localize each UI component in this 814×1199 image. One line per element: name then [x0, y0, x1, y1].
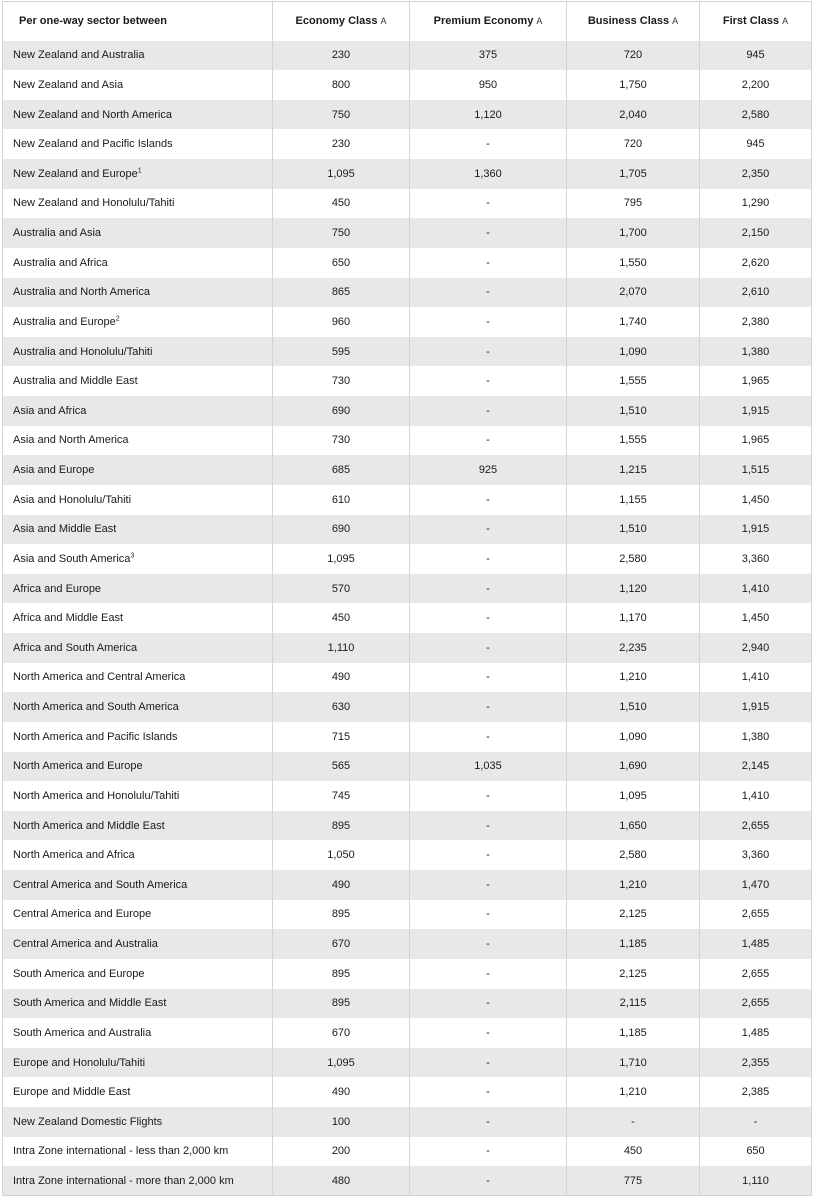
- first-cell: 2,380: [700, 307, 812, 337]
- business-cell: 1,740: [567, 307, 700, 337]
- premium-economy-cell: -: [410, 840, 567, 870]
- first-cell: 1,965: [700, 426, 812, 456]
- first-cell: 1,915: [700, 515, 812, 545]
- currency-symbol: A: [380, 16, 387, 27]
- first-cell: 1,450: [700, 603, 812, 633]
- sector-label: South America and Middle East: [13, 997, 167, 1010]
- economy-cell: 895: [273, 959, 410, 989]
- business-cell: 1,090: [567, 722, 700, 752]
- first-cell: 2,350: [700, 159, 812, 189]
- table-row: [3, 307, 812, 337]
- business-cell: -: [567, 1107, 700, 1137]
- business-cell: 1,155: [567, 485, 700, 515]
- business-cell: 2,125: [567, 959, 700, 989]
- business-cell: 1,510: [567, 515, 700, 545]
- economy-cell: 200: [273, 1137, 410, 1167]
- sector-label: New Zealand and Asia: [13, 78, 124, 91]
- sector-label: North America and South America: [13, 701, 179, 714]
- table-row: [3, 1137, 812, 1167]
- business-cell: 2,580: [567, 544, 700, 574]
- sector-cell: [3, 900, 273, 930]
- sector-label: Central America and Europe: [13, 908, 152, 921]
- first-cell: 2,150: [700, 218, 812, 248]
- premium-economy-cell: -: [410, 1077, 567, 1107]
- premium-economy-cell: -: [410, 515, 567, 545]
- economy-cell: 490: [273, 1077, 410, 1107]
- fare-table: [2, 1, 812, 1196]
- first-cell: 650: [700, 1137, 812, 1167]
- premium-economy-cell: 925: [410, 455, 567, 485]
- sector-cell: [3, 70, 273, 100]
- first-cell: 2,655: [700, 989, 812, 1019]
- first-cell: 2,655: [700, 811, 812, 841]
- sector-cell: [3, 396, 273, 426]
- economy-cell: 685: [273, 455, 410, 485]
- table-row: [3, 840, 812, 870]
- business-cell: 1,185: [567, 929, 700, 959]
- sector-cell: [3, 1107, 273, 1137]
- business-cell: 1,550: [567, 248, 700, 278]
- economy-cell: 1,110: [273, 633, 410, 663]
- economy-cell: 230: [273, 41, 410, 71]
- economy-cell: 1,095: [273, 1048, 410, 1078]
- first-cell: 945: [700, 129, 812, 159]
- sector-label: South America and Europe: [13, 967, 145, 980]
- business-cell: 1,710: [567, 1048, 700, 1078]
- sector-label: New Zealand and Pacific Islands: [13, 138, 173, 151]
- table-row: [3, 278, 812, 308]
- table-row: [3, 515, 812, 545]
- currency-symbol: A: [782, 16, 789, 27]
- sector-cell: [3, 692, 273, 722]
- premium-economy-cell: -: [410, 722, 567, 752]
- business-cell: 2,580: [567, 840, 700, 870]
- first-cell: 2,940: [700, 633, 812, 663]
- sector-cell: [3, 366, 273, 396]
- sector-label: New Zealand and Australia: [13, 49, 145, 62]
- sector-label: North America and Honolulu/Tahiti: [13, 789, 180, 802]
- first-cell: 945: [700, 41, 812, 71]
- economy-cell: 1,050: [273, 840, 410, 870]
- sector-label: Europe and Honolulu/Tahiti: [13, 1056, 146, 1069]
- economy-cell: 100: [273, 1107, 410, 1137]
- sector-cell: [3, 248, 273, 278]
- table-row: [3, 1107, 812, 1137]
- table-row: [3, 870, 812, 900]
- sector-cell: [3, 1137, 273, 1167]
- first-cell: 3,360: [700, 544, 812, 574]
- economy-cell: 565: [273, 752, 410, 782]
- premium-economy-cell: -: [410, 485, 567, 515]
- first-cell: 2,610: [700, 278, 812, 308]
- table-row: [3, 1166, 812, 1196]
- sector-label: Asia and South America: [13, 552, 131, 565]
- sector-cell: [3, 337, 273, 367]
- sector-cell: [3, 752, 273, 782]
- sector-label: Central America and South America: [13, 878, 188, 891]
- economy-cell: 715: [273, 722, 410, 752]
- first-cell: 2,145: [700, 752, 812, 782]
- sector-cell: [3, 278, 273, 308]
- economy-cell: 570: [273, 574, 410, 604]
- economy-cell: 670: [273, 929, 410, 959]
- premium-economy-cell: 1,360: [410, 159, 567, 189]
- table-row: [3, 1077, 812, 1107]
- sector-cell: [3, 929, 273, 959]
- table-row: [3, 544, 812, 574]
- sector-cell: [3, 189, 273, 219]
- table-row: [3, 337, 812, 367]
- sector-cell: [3, 603, 273, 633]
- sector-label: Australia and Honolulu/Tahiti: [13, 345, 153, 358]
- sector-label: Australia and Asia: [13, 227, 102, 240]
- sector-cell: [3, 426, 273, 456]
- sector-label: Africa and Middle East: [13, 612, 124, 625]
- table-body: [3, 41, 812, 1196]
- business-cell: 1,120: [567, 574, 700, 604]
- first-cell: 1,450: [700, 485, 812, 515]
- premium-economy-cell: 1,035: [410, 752, 567, 782]
- first-cell: 1,410: [700, 663, 812, 693]
- sector-cell: [3, 722, 273, 752]
- sector-label: New Zealand and Europe: [13, 167, 138, 180]
- premium-economy-cell: -: [410, 129, 567, 159]
- premium-economy-cell: -: [410, 929, 567, 959]
- sector-label: Asia and Europe: [13, 464, 95, 477]
- sector-label: Asia and Africa: [13, 404, 87, 417]
- economy-cell: 230: [273, 129, 410, 159]
- economy-cell: 1,095: [273, 159, 410, 189]
- table-row: [3, 900, 812, 930]
- premium-economy-cell: -: [410, 574, 567, 604]
- first-cell: 2,620: [700, 248, 812, 278]
- sector-cell: [3, 633, 273, 663]
- economy-cell: 750: [273, 100, 410, 130]
- first-cell: 1,470: [700, 870, 812, 900]
- table-row: [3, 603, 812, 633]
- first-cell: 2,385: [700, 1077, 812, 1107]
- sector-cell: [3, 1166, 273, 1196]
- business-cell: 2,235: [567, 633, 700, 663]
- business-cell: 2,070: [567, 278, 700, 308]
- premium-economy-cell: -: [410, 781, 567, 811]
- sector-cell: [3, 870, 273, 900]
- sector-cell: [3, 663, 273, 693]
- premium-economy-cell: -: [410, 663, 567, 693]
- table-row: [3, 633, 812, 663]
- sector-label: New Zealand and North America: [13, 108, 172, 121]
- economy-cell: 690: [273, 515, 410, 545]
- table-row: [3, 396, 812, 426]
- economy-cell: 745: [273, 781, 410, 811]
- sector-cell: [3, 840, 273, 870]
- sector-label: Intra Zone international - more than 2,000 km: [13, 1174, 234, 1187]
- first-cell: 1,410: [700, 781, 812, 811]
- first-cell: 1,515: [700, 455, 812, 485]
- first-cell: 2,200: [700, 70, 812, 100]
- business-cell: 1,215: [567, 455, 700, 485]
- premium-economy-cell: -: [410, 1107, 567, 1137]
- sector-label: New Zealand and Honolulu/Tahiti: [13, 197, 175, 210]
- table-row: [3, 989, 812, 1019]
- sector-label: Asia and Middle East: [13, 523, 117, 536]
- premium-economy-cell: -: [410, 959, 567, 989]
- sector-cell: [3, 1048, 273, 1078]
- business-cell: 1,650: [567, 811, 700, 841]
- economy-cell: 480: [273, 1166, 410, 1196]
- premium-economy-cell: 375: [410, 41, 567, 71]
- table-row: [3, 41, 812, 71]
- sector-cell: [3, 1018, 273, 1048]
- sector-cell: [3, 515, 273, 545]
- header-label: Per one-way sector between: [19, 15, 167, 28]
- economy-cell: 1,095: [273, 544, 410, 574]
- first-cell: 1,915: [700, 692, 812, 722]
- first-cell: 1,965: [700, 366, 812, 396]
- economy-cell: 610: [273, 485, 410, 515]
- first-cell: 1,485: [700, 1018, 812, 1048]
- premium-economy-cell: -: [410, 633, 567, 663]
- business-cell: 1,090: [567, 337, 700, 367]
- first-cell: 2,580: [700, 100, 812, 130]
- first-cell: 1,380: [700, 722, 812, 752]
- sector-label: Australia and Europe: [13, 315, 116, 328]
- footnote-marker: 3: [130, 552, 135, 560]
- first-cell: 1,485: [700, 929, 812, 959]
- business-cell: 1,210: [567, 663, 700, 693]
- business-cell: 1,555: [567, 366, 700, 396]
- sector-cell: [3, 959, 273, 989]
- footnote-marker: 2: [115, 315, 120, 323]
- economy-cell: 595: [273, 337, 410, 367]
- first-cell: 2,655: [700, 959, 812, 989]
- sector-cell: [3, 485, 273, 515]
- first-cell: 1,410: [700, 574, 812, 604]
- fare-table-container: [2, 1, 811, 1196]
- header-economy: [273, 2, 410, 41]
- sector-label: Africa and South America: [13, 641, 138, 654]
- table-row: [3, 455, 812, 485]
- business-cell: 1,510: [567, 692, 700, 722]
- sector-cell: [3, 100, 273, 130]
- sector-label: North America and Pacific Islands: [13, 730, 178, 743]
- first-cell: 1,380: [700, 337, 812, 367]
- currency-symbol: A: [672, 16, 679, 27]
- table-row: [3, 248, 812, 278]
- sector-label: Central America and Australia: [13, 938, 158, 951]
- sector-cell: [3, 129, 273, 159]
- premium-economy-cell: -: [410, 278, 567, 308]
- business-cell: 1,170: [567, 603, 700, 633]
- premium-economy-cell: -: [410, 366, 567, 396]
- premium-economy-cell: -: [410, 692, 567, 722]
- table-row: [3, 1018, 812, 1048]
- header-first: [700, 2, 812, 41]
- economy-cell: 800: [273, 70, 410, 100]
- premium-economy-cell: -: [410, 1166, 567, 1196]
- table-header: [3, 2, 812, 41]
- business-cell: 1,750: [567, 70, 700, 100]
- sector-cell: [3, 781, 273, 811]
- sector-label: North America and Central America: [13, 671, 186, 684]
- business-cell: 775: [567, 1166, 700, 1196]
- economy-cell: 690: [273, 396, 410, 426]
- premium-economy-cell: -: [410, 900, 567, 930]
- premium-economy-cell: -: [410, 603, 567, 633]
- economy-cell: 650: [273, 248, 410, 278]
- economy-cell: 730: [273, 366, 410, 396]
- header-label: Premium Economy: [433, 15, 534, 28]
- currency-symbol: A: [536, 16, 543, 27]
- premium-economy-cell: -: [410, 218, 567, 248]
- business-cell: 720: [567, 129, 700, 159]
- sector-label: Australia and Africa: [13, 256, 108, 269]
- table-row: [3, 1048, 812, 1078]
- header-label: Economy Class: [295, 15, 378, 28]
- sector-cell: [3, 159, 273, 189]
- table-row: [3, 218, 812, 248]
- first-cell: 1,290: [700, 189, 812, 219]
- first-cell: 2,655: [700, 900, 812, 930]
- sector-cell: [3, 811, 273, 841]
- first-cell: 3,360: [700, 840, 812, 870]
- first-cell: 1,110: [700, 1166, 812, 1196]
- premium-economy-cell: -: [410, 1018, 567, 1048]
- economy-cell: 865: [273, 278, 410, 308]
- premium-economy-cell: 1,120: [410, 100, 567, 130]
- table-row: [3, 781, 812, 811]
- business-cell: 1,700: [567, 218, 700, 248]
- economy-cell: 450: [273, 603, 410, 633]
- first-cell: 2,355: [700, 1048, 812, 1078]
- business-cell: 2,115: [567, 989, 700, 1019]
- premium-economy-cell: -: [410, 426, 567, 456]
- premium-economy-cell: -: [410, 870, 567, 900]
- premium-economy-cell: -: [410, 189, 567, 219]
- premium-economy-cell: -: [410, 811, 567, 841]
- premium-economy-cell: -: [410, 1048, 567, 1078]
- business-cell: 1,510: [567, 396, 700, 426]
- economy-cell: 670: [273, 1018, 410, 1048]
- sector-label: Intra Zone international - less than 2,000 km: [13, 1145, 229, 1158]
- sector-label: Africa and Europe: [13, 582, 102, 595]
- table-row: [3, 100, 812, 130]
- business-cell: 1,705: [567, 159, 700, 189]
- premium-economy-cell: 950: [410, 70, 567, 100]
- premium-economy-cell: -: [410, 396, 567, 426]
- table-row: [3, 574, 812, 604]
- premium-economy-cell: -: [410, 337, 567, 367]
- sector-cell: [3, 307, 273, 337]
- business-cell: 1,095: [567, 781, 700, 811]
- economy-cell: 730: [273, 426, 410, 456]
- sector-cell: [3, 41, 273, 71]
- sector-label: Australia and Middle East: [13, 375, 138, 388]
- sector-label: Australia and North America: [13, 286, 150, 299]
- business-cell: 1,210: [567, 1077, 700, 1107]
- sector-label: New Zealand Domestic Flights: [13, 1115, 163, 1128]
- economy-cell: 490: [273, 870, 410, 900]
- business-cell: 795: [567, 189, 700, 219]
- economy-cell: 895: [273, 811, 410, 841]
- sector-label: Asia and Honolulu/Tahiti: [13, 493, 132, 506]
- sector-label: North America and Europe: [13, 760, 143, 773]
- table-row: [3, 485, 812, 515]
- premium-economy-cell: -: [410, 307, 567, 337]
- business-cell: 1,690: [567, 752, 700, 782]
- sector-cell: [3, 544, 273, 574]
- header-sector: [3, 2, 273, 41]
- header-row: [3, 2, 812, 41]
- table-row: [3, 959, 812, 989]
- sector-cell: [3, 574, 273, 604]
- table-row: [3, 692, 812, 722]
- business-cell: 1,185: [567, 1018, 700, 1048]
- table-row: [3, 189, 812, 219]
- first-cell: 1,915: [700, 396, 812, 426]
- sector-cell: [3, 455, 273, 485]
- economy-cell: 960: [273, 307, 410, 337]
- business-cell: 450: [567, 1137, 700, 1167]
- economy-cell: 895: [273, 989, 410, 1019]
- sector-label: South America and Australia: [13, 1026, 152, 1039]
- table-row: [3, 752, 812, 782]
- economy-cell: 750: [273, 218, 410, 248]
- table-row: [3, 663, 812, 693]
- sector-cell: [3, 218, 273, 248]
- table-row: [3, 159, 812, 189]
- header-business: [567, 2, 700, 41]
- header-label: Business Class: [587, 15, 670, 28]
- table-row: [3, 929, 812, 959]
- business-cell: 2,125: [567, 900, 700, 930]
- table-row: [3, 129, 812, 159]
- sector-cell: [3, 1077, 273, 1107]
- economy-cell: 450: [273, 189, 410, 219]
- header-premium-economy: [410, 2, 567, 41]
- economy-cell: 630: [273, 692, 410, 722]
- table-row: [3, 426, 812, 456]
- business-cell: 2,040: [567, 100, 700, 130]
- sector-label: North America and Middle East: [13, 819, 165, 832]
- premium-economy-cell: -: [410, 544, 567, 574]
- economy-cell: 895: [273, 900, 410, 930]
- footnote-marker: 1: [137, 167, 142, 175]
- premium-economy-cell: -: [410, 248, 567, 278]
- premium-economy-cell: -: [410, 989, 567, 1019]
- business-cell: 1,555: [567, 426, 700, 456]
- sector-label: Europe and Middle East: [13, 1086, 131, 1099]
- first-cell: -: [700, 1107, 812, 1137]
- business-cell: 720: [567, 41, 700, 71]
- business-cell: 1,210: [567, 870, 700, 900]
- premium-economy-cell: -: [410, 1137, 567, 1167]
- table-row: [3, 811, 812, 841]
- sector-label: North America and Africa: [13, 849, 135, 862]
- sector-cell: [3, 989, 273, 1019]
- table-row: [3, 366, 812, 396]
- sector-label: Asia and North America: [13, 434, 129, 447]
- economy-cell: 490: [273, 663, 410, 693]
- table-row: [3, 722, 812, 752]
- table-row: [3, 70, 812, 100]
- header-label: First Class: [722, 15, 780, 28]
